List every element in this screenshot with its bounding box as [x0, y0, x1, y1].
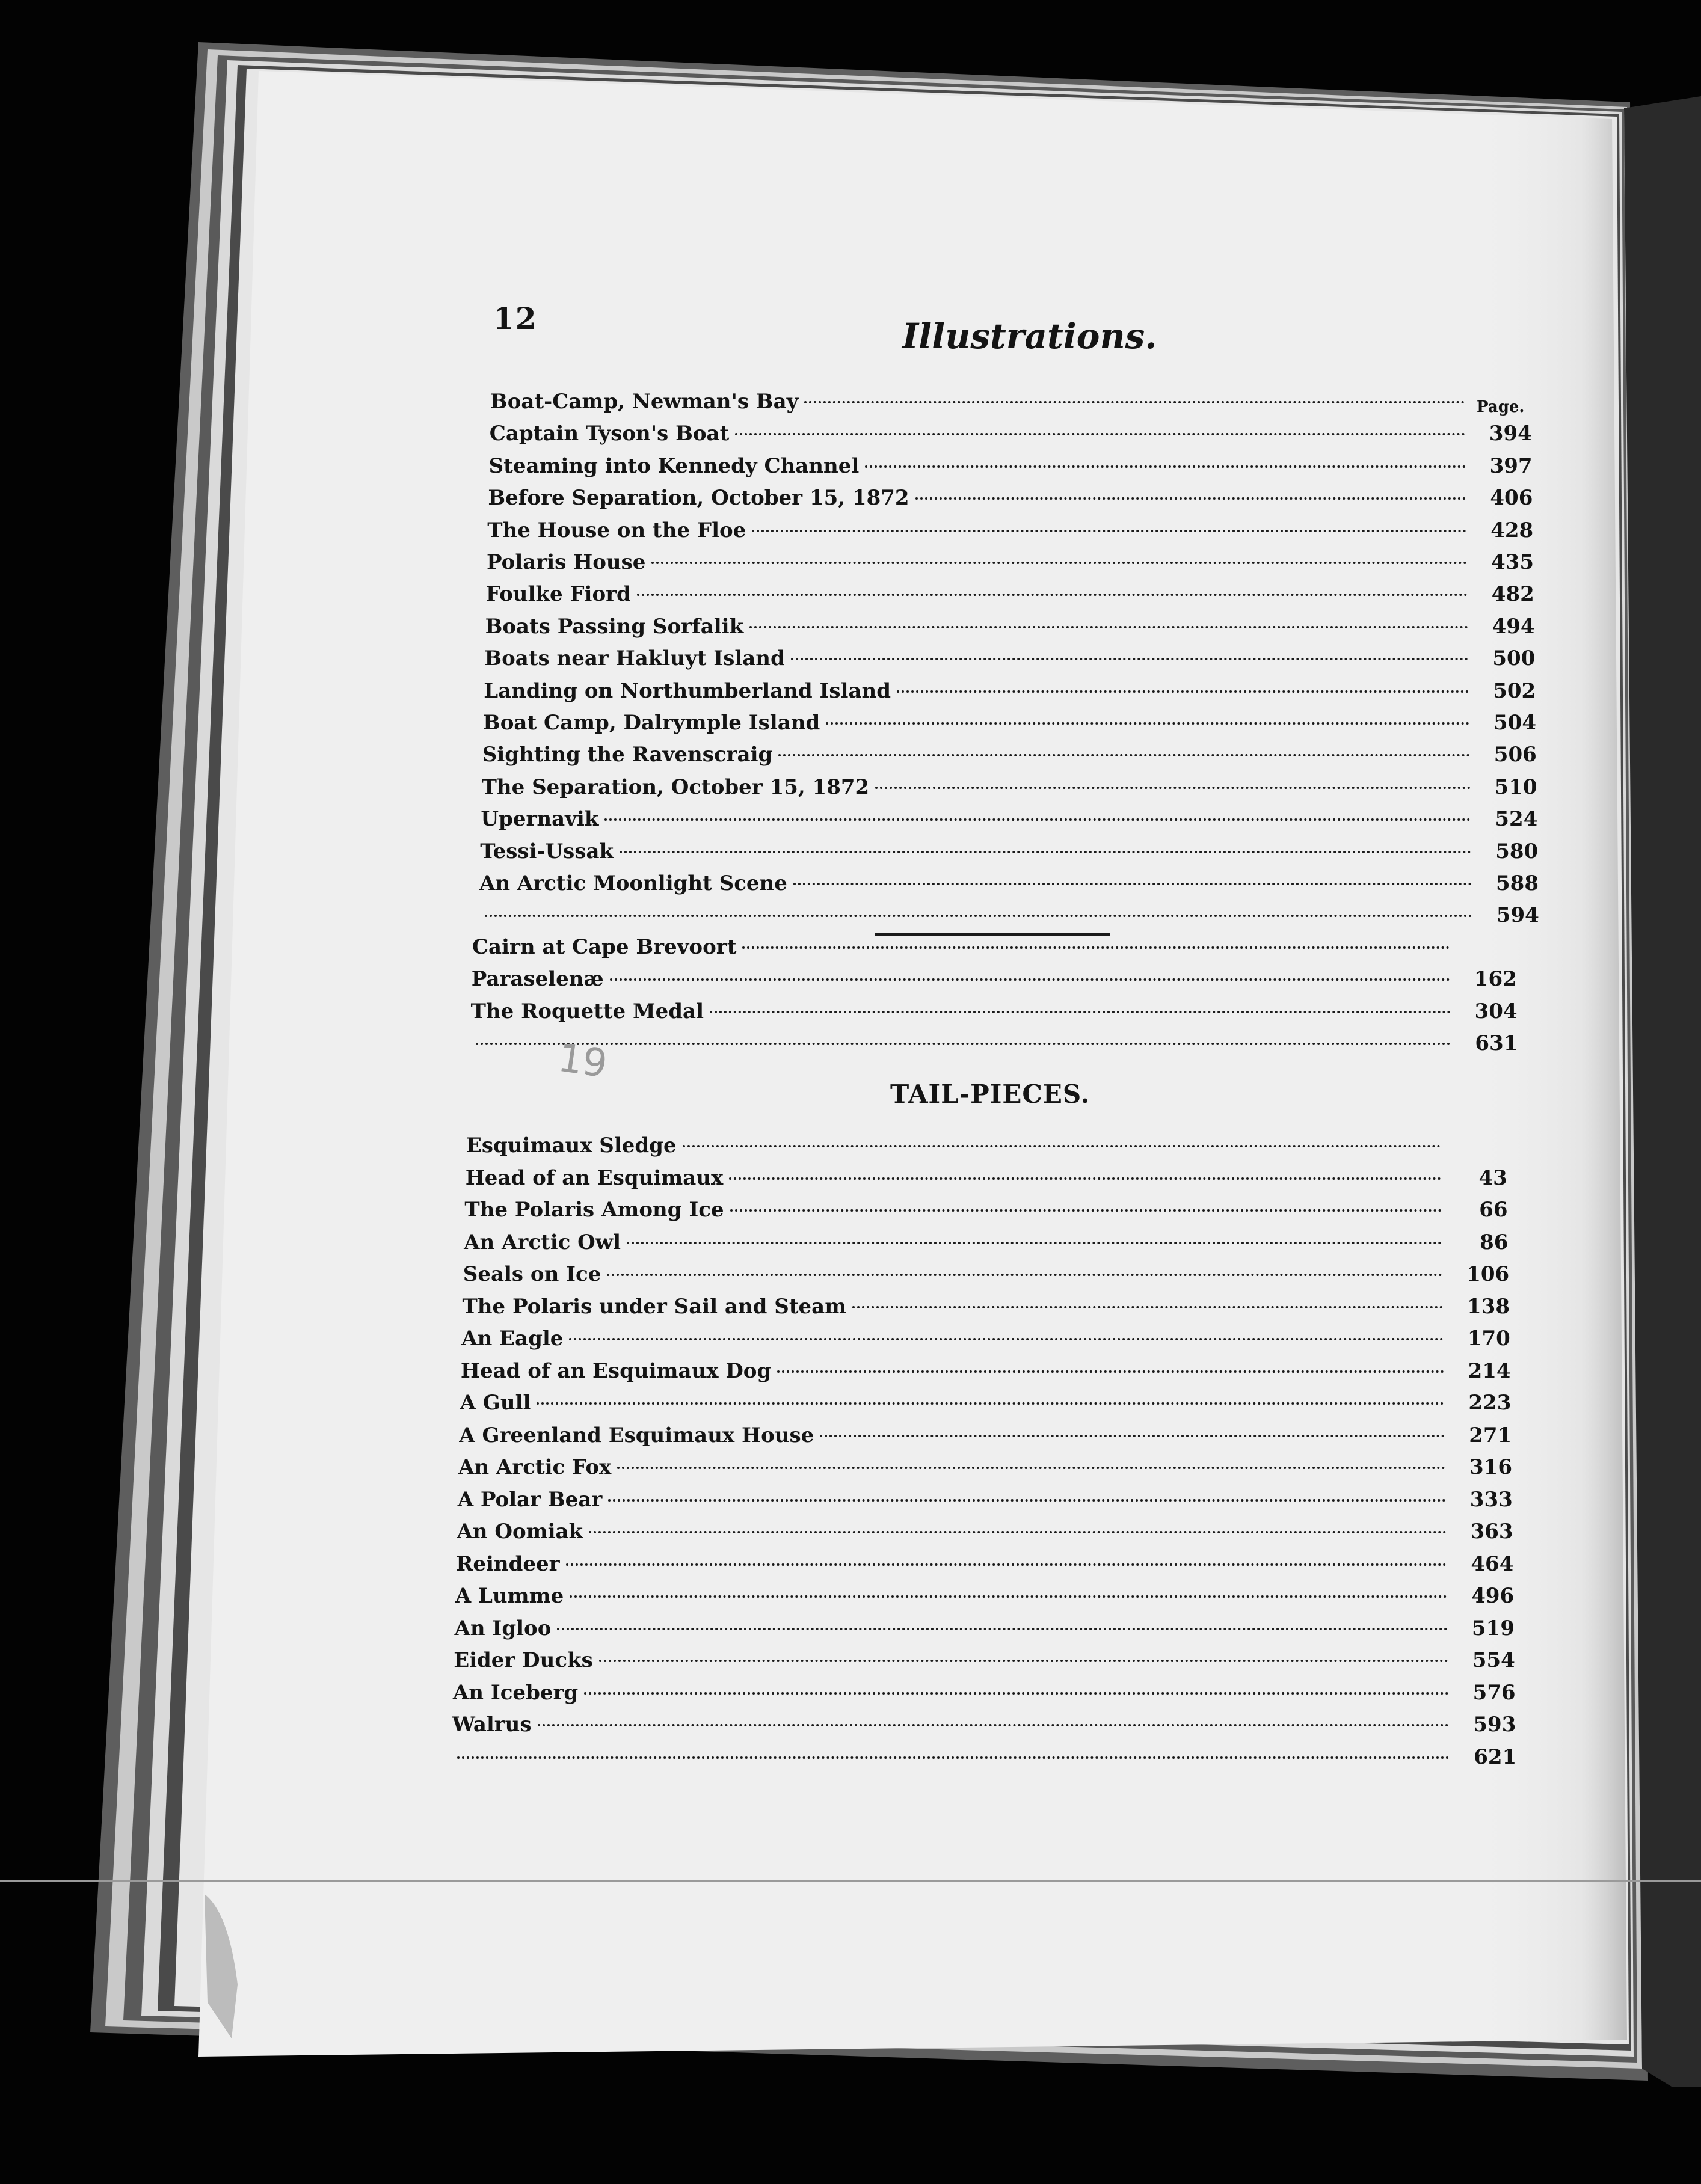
entry-title: Walrus — [452, 1713, 532, 1737]
list-item — [452, 1713, 1516, 1740]
dot-leader — [620, 851, 1471, 853]
dot-leader — [735, 433, 1465, 435]
entry-title: Boat-Camp, Newman's Bay — [490, 390, 799, 414]
dot-leader — [778, 754, 1470, 756]
list-item — [487, 550, 1533, 578]
list-item — [461, 1327, 1510, 1354]
list-item — [457, 1520, 1512, 1547]
dot-leader — [791, 658, 1469, 660]
dot-leader — [607, 1274, 1442, 1276]
entry-title: Before Separation, October 15, 1872 — [488, 486, 909, 511]
dot-leader — [915, 497, 1466, 500]
entry-page-number: 138 — [1467, 1294, 1510, 1319]
entry-title: The Polaris Among Ice — [464, 1198, 724, 1222]
entry-page-number: 86 — [1480, 1230, 1509, 1254]
dot-leader — [476, 1043, 1451, 1045]
entry-title: Landing on Northumberland Island — [484, 678, 891, 703]
entry-page-number: 363 — [1470, 1520, 1513, 1544]
dot-leader — [683, 1145, 1441, 1147]
entry-page-number: 554 — [1472, 1648, 1515, 1672]
dot-leader — [852, 1306, 1443, 1308]
list-item — [466, 1166, 1507, 1194]
list-item — [482, 775, 1537, 803]
page-number: 12 — [493, 301, 538, 336]
list-item — [484, 646, 1534, 674]
entry-page-number: 621 — [1474, 1744, 1517, 1769]
list-item — [456, 1552, 1513, 1580]
dot-leader — [569, 1338, 1443, 1340]
list-item — [472, 967, 1516, 995]
entry-title: An Igloo — [454, 1616, 552, 1640]
entry-page-number: 106 — [1466, 1262, 1510, 1286]
entry-title: The Separation, October 15, 1872 — [481, 775, 870, 799]
entry-page-number: 428 — [1490, 518, 1534, 542]
dot-leader — [865, 465, 1465, 468]
list-item — [479, 871, 1538, 899]
entry-title: The Roquette Medal — [470, 999, 704, 1023]
entry-title: An Iceberg — [452, 1680, 579, 1705]
dot-leader — [875, 787, 1470, 789]
entry-title: Steaming into Kennedy Channel — [488, 453, 860, 478]
dot-leader — [637, 594, 1468, 596]
entry-title: An Eagle — [461, 1327, 564, 1351]
list-item — [463, 1262, 1509, 1290]
entry-page-number: 170 — [1467, 1327, 1510, 1351]
dot-leader — [537, 1402, 1444, 1405]
entry-title: Foulke Fiord — [485, 582, 631, 607]
dot-leader — [826, 722, 1469, 725]
entry-page-number: 494 — [1492, 614, 1535, 639]
entry-title: An Oomiak — [457, 1520, 583, 1544]
list-item — [464, 1230, 1508, 1258]
dot-leader — [793, 883, 1472, 885]
entry-page-number: 271 — [1469, 1423, 1512, 1447]
list-item — [451, 1745, 1516, 1773]
entry-title: An Arctic Fox — [458, 1455, 612, 1479]
entry-page-number: 588 — [1496, 871, 1539, 895]
entry-title: An Arctic Owl — [464, 1230, 621, 1254]
entry-page-number: 502 — [1493, 678, 1536, 703]
entry-page-number: 504 — [1493, 711, 1536, 735]
entry-title: Boats near Hakluyt Island — [484, 646, 785, 671]
dot-leader — [820, 1435, 1445, 1437]
entry-title: A Lumme — [455, 1584, 564, 1608]
dot-leader — [589, 1531, 1446, 1533]
entry-page-number: 333 — [1469, 1487, 1513, 1512]
entry-page-number: 519 — [1472, 1616, 1515, 1640]
dot-leader — [485, 915, 1472, 917]
list-item — [483, 711, 1536, 738]
list-item — [459, 1423, 1511, 1451]
entry-page-number: 593 — [1473, 1713, 1516, 1737]
list-item — [489, 454, 1532, 482]
dot-leader — [608, 1499, 1446, 1502]
list-item — [460, 1391, 1511, 1419]
dot-leader — [651, 562, 1467, 564]
dot-leader — [730, 1209, 1442, 1212]
list-item — [486, 582, 1534, 610]
dot-leader — [584, 1692, 1448, 1695]
dot-leader — [749, 626, 1468, 628]
entry-page-number: 406 — [1490, 486, 1533, 511]
dot-leader — [804, 401, 1465, 403]
entry-page-number: 496 — [1471, 1584, 1515, 1608]
dot-leader — [742, 946, 1450, 949]
dot-leader — [777, 1370, 1444, 1373]
entry-page-number: 66 — [1479, 1198, 1508, 1222]
entry-title: A Gull — [460, 1391, 531, 1415]
entry-title: The Polaris under Sail and Steam — [462, 1294, 847, 1319]
entry-page-number: 397 — [1489, 453, 1533, 478]
entry-title: Seals on Ice — [463, 1262, 601, 1286]
dot-leader — [566, 1563, 1447, 1566]
list-item — [455, 1616, 1515, 1644]
dot-leader — [617, 1467, 1445, 1469]
entry-page-number: 594 — [1496, 903, 1539, 928]
dot-leader — [599, 1660, 1448, 1662]
entry-title: Tessi-Ussak — [480, 839, 614, 863]
list-item — [479, 903, 1539, 931]
entry-title: The House on the Floe — [487, 518, 746, 542]
entry-title: Head of an Esquimaux Dog — [460, 1358, 772, 1383]
entry-title: Cairn at Cape Brevoort — [472, 935, 737, 959]
list-item — [490, 422, 1531, 449]
entry-page-number: 43 — [1478, 1165, 1507, 1190]
dot-leader — [604, 818, 1471, 821]
dot-leader — [557, 1628, 1448, 1630]
list-item — [455, 1584, 1513, 1612]
list-item — [488, 486, 1532, 514]
list-item — [480, 839, 1537, 867]
entry-title: Captain Tyson's Boat — [489, 422, 730, 446]
entry-page-number: 576 — [1472, 1680, 1516, 1705]
tail-pieces-heading: TAIL-PIECES. — [890, 1079, 1090, 1109]
entry-page-number: 506 — [1493, 743, 1537, 767]
dot-leader — [897, 690, 1469, 693]
entry-page-number: 304 — [1474, 999, 1518, 1023]
list-item — [466, 1133, 1507, 1161]
entry-page-number: 394 — [1489, 422, 1532, 446]
entry-page-number: 510 — [1494, 775, 1537, 799]
list-item — [490, 390, 1531, 417]
entry-title: Reindeer — [456, 1551, 560, 1576]
entry-title: Boat Camp, Dalrymple Island — [483, 711, 820, 735]
entry-page-number: 316 — [1469, 1455, 1512, 1479]
list-item — [470, 1031, 1517, 1059]
list-item — [463, 1295, 1510, 1322]
dot-leader — [538, 1724, 1450, 1726]
page-column-label: Page. — [1477, 398, 1525, 416]
entry-title: An Arctic Moonlight Scene — [479, 871, 787, 895]
dot-leader — [610, 978, 1450, 981]
dot-leader — [710, 1011, 1451, 1013]
entry-page-number: 214 — [1468, 1358, 1511, 1383]
entry-title: A Polar Bear — [457, 1487, 603, 1512]
dot-leader — [752, 530, 1466, 532]
list-item — [481, 807, 1537, 835]
list-item — [487, 518, 1533, 546]
entry-page-number: 223 — [1468, 1391, 1512, 1415]
entry-page-number: 162 — [1474, 967, 1517, 992]
entry-page-number: 435 — [1491, 550, 1534, 574]
entry-title: Boats Passing Sorfalik — [485, 614, 744, 639]
dot-leader — [627, 1242, 1442, 1244]
entry-page-number: 580 — [1495, 839, 1539, 863]
list-item — [458, 1488, 1512, 1515]
running-head: Illustrations. — [902, 316, 1157, 357]
entry-page-number: 500 — [1492, 646, 1536, 671]
entry-title: Upernavik — [481, 807, 599, 832]
entry-title: Polaris House — [487, 550, 646, 574]
list-item — [472, 935, 1516, 963]
list-item — [453, 1681, 1515, 1708]
list-item — [454, 1648, 1515, 1676]
entry-title: Paraselenæ — [471, 967, 604, 992]
entry-title: Head of an Esquimaux — [465, 1165, 724, 1190]
list-item — [484, 679, 1535, 707]
entry-title: Eider Ducks — [454, 1648, 593, 1672]
dot-leader — [570, 1595, 1447, 1598]
dot-leader — [729, 1177, 1441, 1180]
list-item — [458, 1455, 1512, 1483]
entry-title: Esquimaux Sledge — [466, 1133, 677, 1158]
pencil-annotation: 19 — [555, 1035, 611, 1087]
entry-title: A Greenland Esquimaux House — [459, 1423, 814, 1447]
list-item — [464, 1198, 1507, 1225]
dot-leader — [457, 1756, 1450, 1759]
entry-page-number: 464 — [1471, 1551, 1514, 1576]
list-item — [485, 615, 1534, 642]
entry-title: Sighting the Ravenscraig — [482, 743, 773, 767]
list-item — [461, 1359, 1510, 1387]
list-item — [471, 999, 1517, 1027]
entry-page-number: 631 — [1475, 1031, 1518, 1056]
entry-page-number: 482 — [1491, 582, 1534, 607]
list-item — [482, 743, 1536, 770]
entry-page-number: 524 — [1495, 807, 1538, 832]
